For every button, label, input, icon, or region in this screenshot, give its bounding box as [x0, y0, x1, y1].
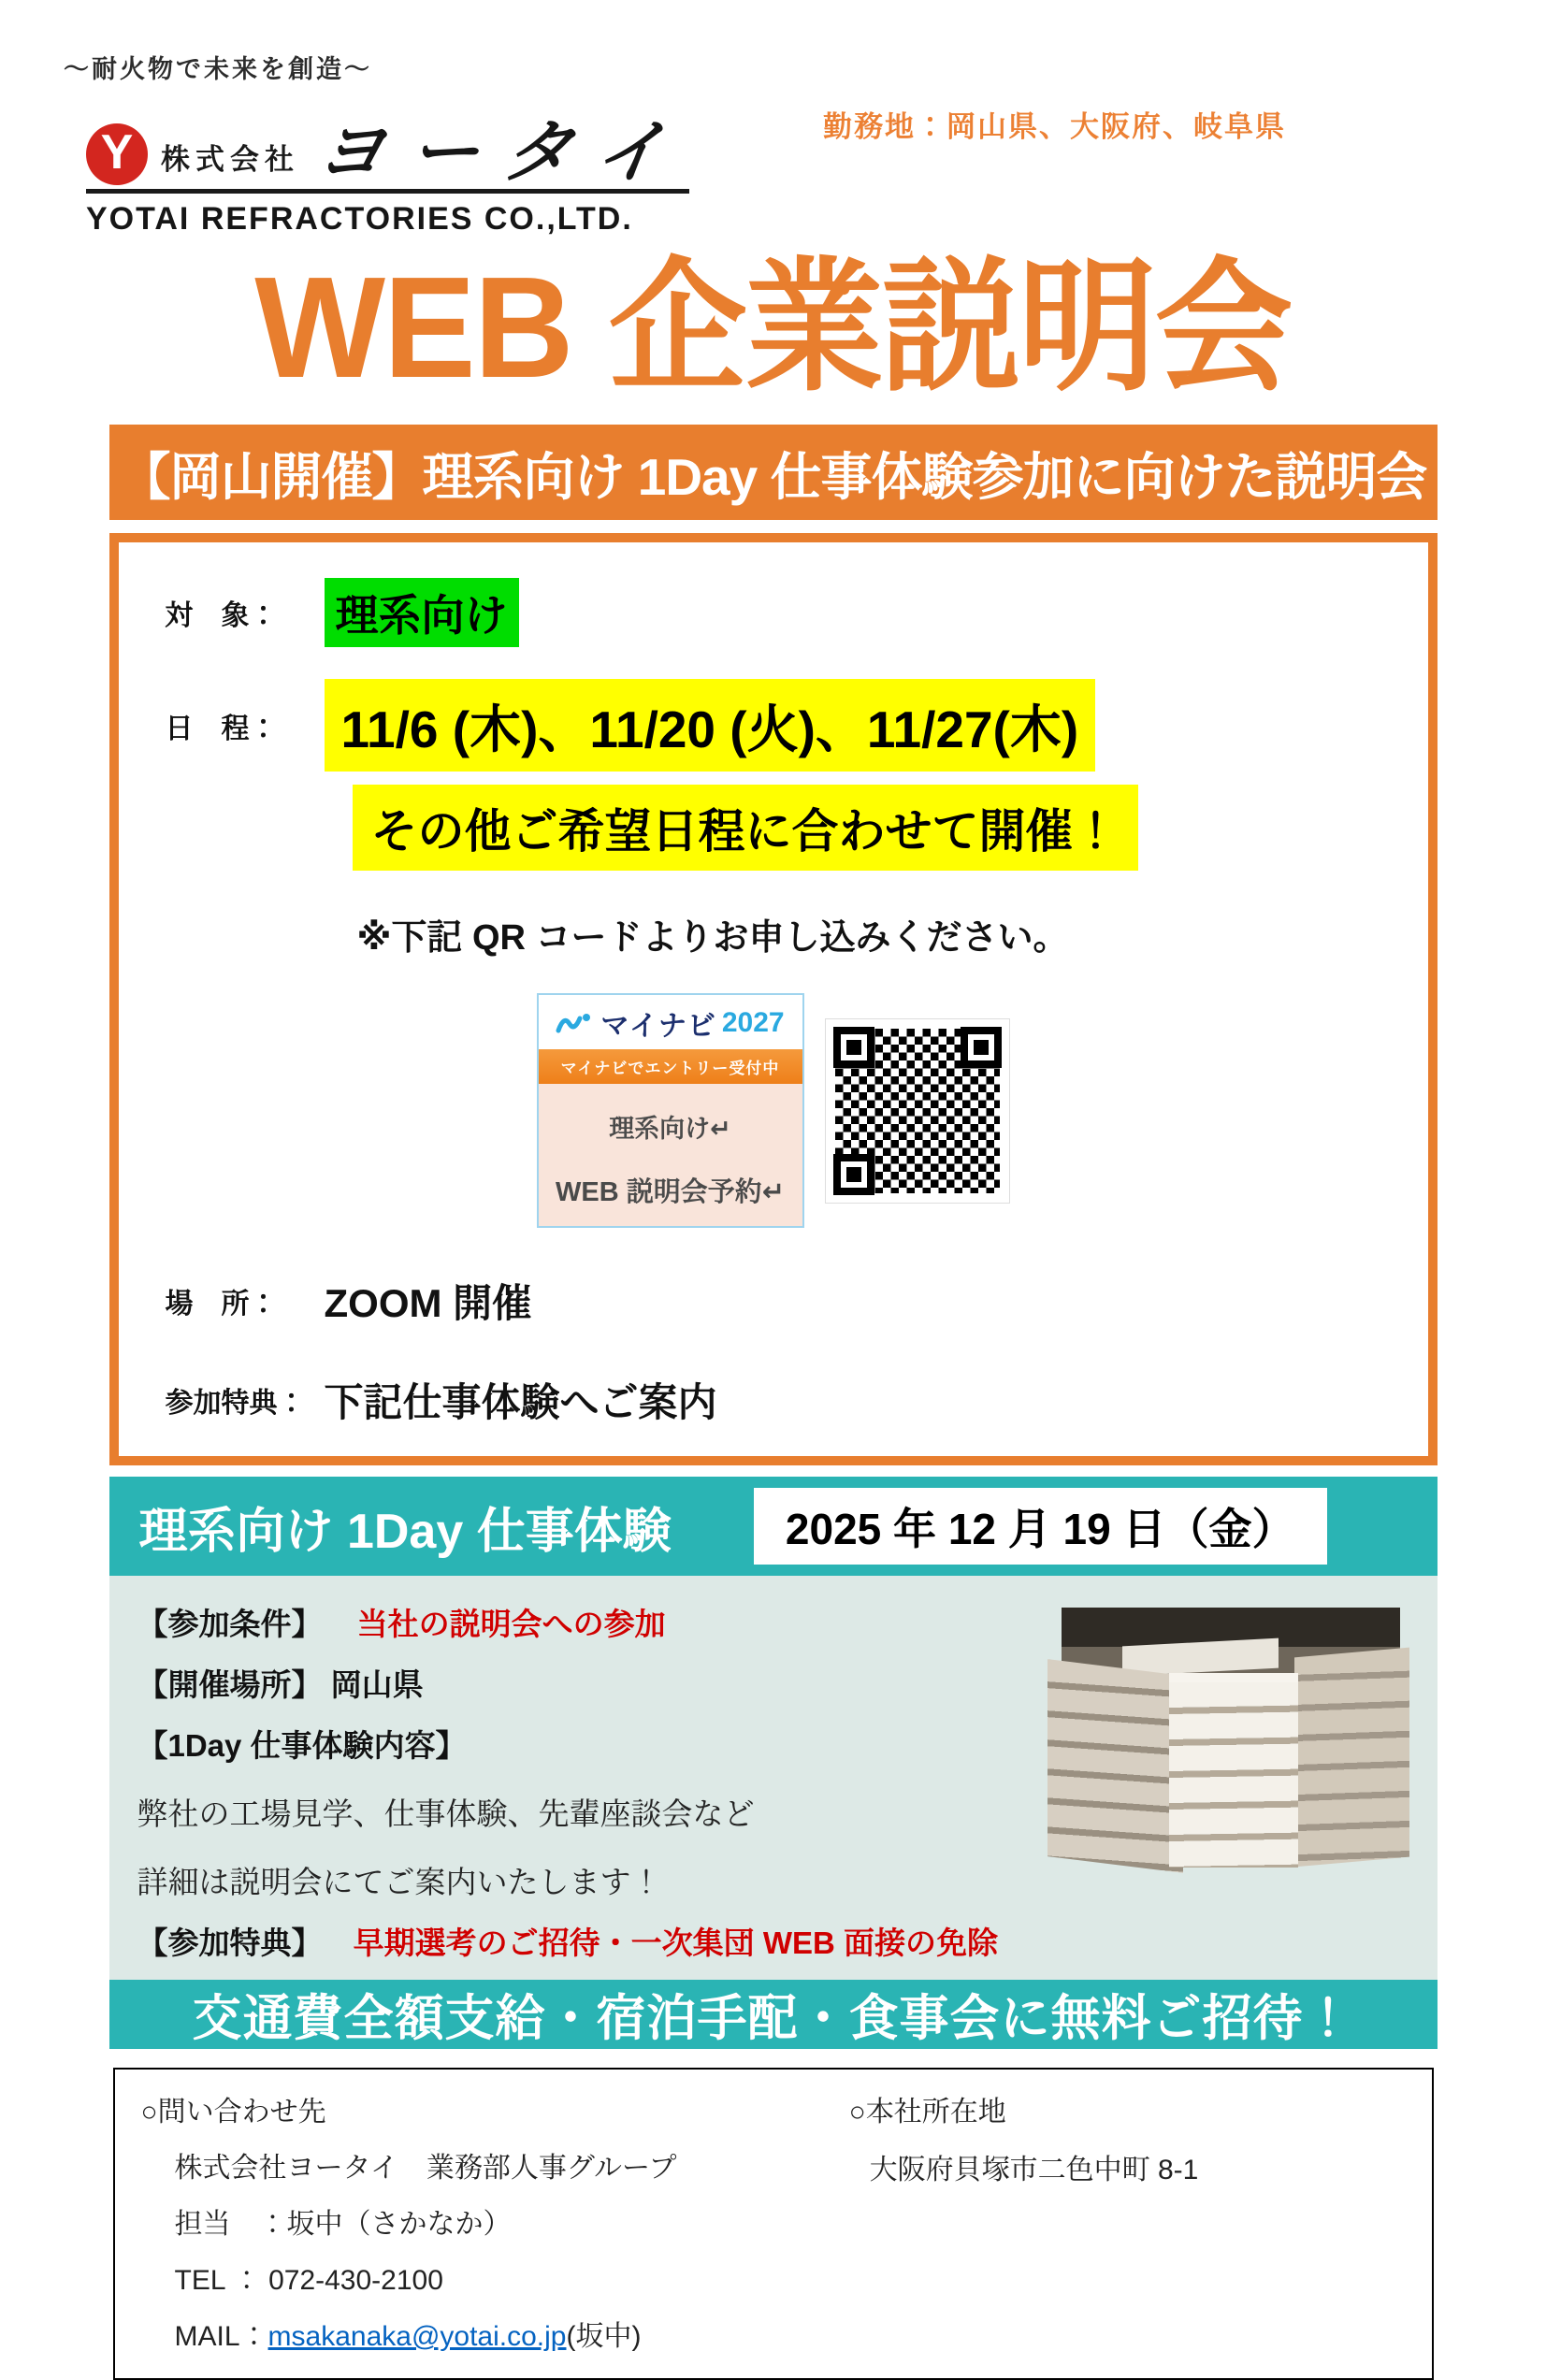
perks-banner: 交通費全額支給・宿泊手配・食事会に無料ご招待！ [109, 1980, 1438, 2049]
benefit-value: 下記仕事体験へご案内 [324, 1380, 717, 1425]
company-tagline: ～耐火物で未来を創造～ [64, 55, 372, 83]
office-title: ○本社所在地 [848, 2097, 1006, 2128]
inquiry-tel: TEL ： 072-430-2100 [174, 2265, 443, 2297]
schedule-row [166, 679, 1381, 772]
qr-finder-icon [833, 1154, 874, 1195]
inquiry-mail-line [175, 2313, 849, 2354]
location-value: 岡山県 [330, 1667, 424, 1703]
company-name-en: YOTAI REFRACTORIES CO.,LTD. [86, 201, 633, 237]
condition-label: 【参加条件】 [137, 1607, 323, 1642]
mynavi-line2: WEB 説明会予約↵ [555, 1177, 785, 1208]
refractory-bricks-photo [1062, 1608, 1400, 1854]
event-benefit-value: 早期選考のご招待・一次集団 WEB 面接の免除 [353, 1926, 998, 1961]
mynavi-widget [537, 993, 804, 1228]
mynavi-logo-text: マイナビ [600, 1011, 716, 1043]
page-title: WEB 企業説明会 [254, 247, 1292, 409]
office-column [849, 2084, 1406, 2354]
mynavi-logo-row [539, 995, 802, 1049]
content-text-2: 詳細は説明会にてご案内いたします！ [137, 1865, 662, 1900]
header [0, 0, 1546, 238]
event-benefit-label: 【参加特典】 [137, 1926, 323, 1961]
place-value: ZOOM 開催 [324, 1281, 532, 1326]
mynavi-entry-badge: マイナビでエントリー受付中 [539, 1049, 802, 1084]
inquiry-company: 株式会社ヨータイ 業務部人事グループ [174, 2153, 677, 2185]
yotai-logo-mark-icon [86, 123, 148, 185]
inquiry-person: 担当 ：坂中（さかなか） [174, 2209, 512, 2241]
inquiry-column [141, 2084, 849, 2354]
work-location-text: 勤務地：岡山県、大阪府、岐阜県 [823, 110, 1286, 143]
place-row [166, 1273, 1381, 1329]
company-logo [86, 113, 695, 194]
schedule-label: 日 程： [165, 713, 278, 744]
apply-widgets [166, 993, 1381, 1228]
mynavi-logo-year: 2027 [721, 1007, 785, 1039]
event-title: 理系向け 1Day 仕事体験 [138, 1504, 672, 1559]
contact-box [113, 2068, 1434, 2380]
company-name-logo: ヨータイ [311, 113, 695, 191]
place-label: 場 所： [165, 1289, 278, 1320]
brick-stack [1048, 1659, 1183, 1873]
mynavi-wave-icon [556, 1011, 595, 1035]
mail-label: MAIL： [174, 2321, 268, 2353]
session-banner: 【岡山開催】理系向け 1Day 仕事体験参加に向けた説明会 [109, 425, 1438, 520]
benefit-row [166, 1372, 1381, 1428]
logo-letter: Y [100, 124, 134, 180]
inquiry-title: ○問い合わせ先 [140, 2097, 326, 2128]
event-detail-section [109, 1576, 1438, 1980]
content-label: 【1Day 仕事体験内容】 [137, 1728, 467, 1764]
brick-stack [1294, 1648, 1409, 1868]
condition-value: 当社の説明会への参加 [356, 1607, 666, 1642]
event-benefit-line [137, 1919, 1438, 1963]
qr-finder-icon [961, 1027, 1002, 1068]
content-text-1: 弊社の工場見学、仕事体験、先輩座談会など [137, 1796, 755, 1832]
office-address: 大阪府貝塚市二色中町 8-1 [869, 2155, 1199, 2186]
mynavi-line1: 理系向け↵ [609, 1115, 731, 1144]
schedule-note-row [353, 785, 1381, 871]
qr-instruction: ※下記 QR コードよりお申し込みください。 [356, 918, 1069, 959]
qr-code [825, 1018, 1010, 1204]
location-label: 【開催場所】 [137, 1667, 323, 1703]
schedule-value: 11/6 (木)、11/20 (火)、11/27(木) [325, 679, 1096, 772]
brick-stack [1169, 1682, 1298, 1868]
mail-link[interactable]: msakanaka@yotai.co.jp [267, 2321, 567, 2353]
session-info-box [109, 533, 1438, 1465]
company-prefix: 株式会社 [161, 143, 299, 177]
event-date: 2025 年 12 月 19 日（金） [754, 1488, 1327, 1565]
mail-suffix: (坂中) [566, 2321, 642, 2353]
target-row [166, 578, 1381, 647]
schedule-note: その他ご希望日程に合わせて開催！ [353, 785, 1138, 871]
event-banner [109, 1477, 1438, 1576]
target-label: 対 象： [165, 600, 278, 632]
target-value: 理系向け [325, 578, 519, 647]
benefit-label: 参加特典： [165, 1388, 306, 1420]
qr-finder-icon [833, 1027, 874, 1068]
